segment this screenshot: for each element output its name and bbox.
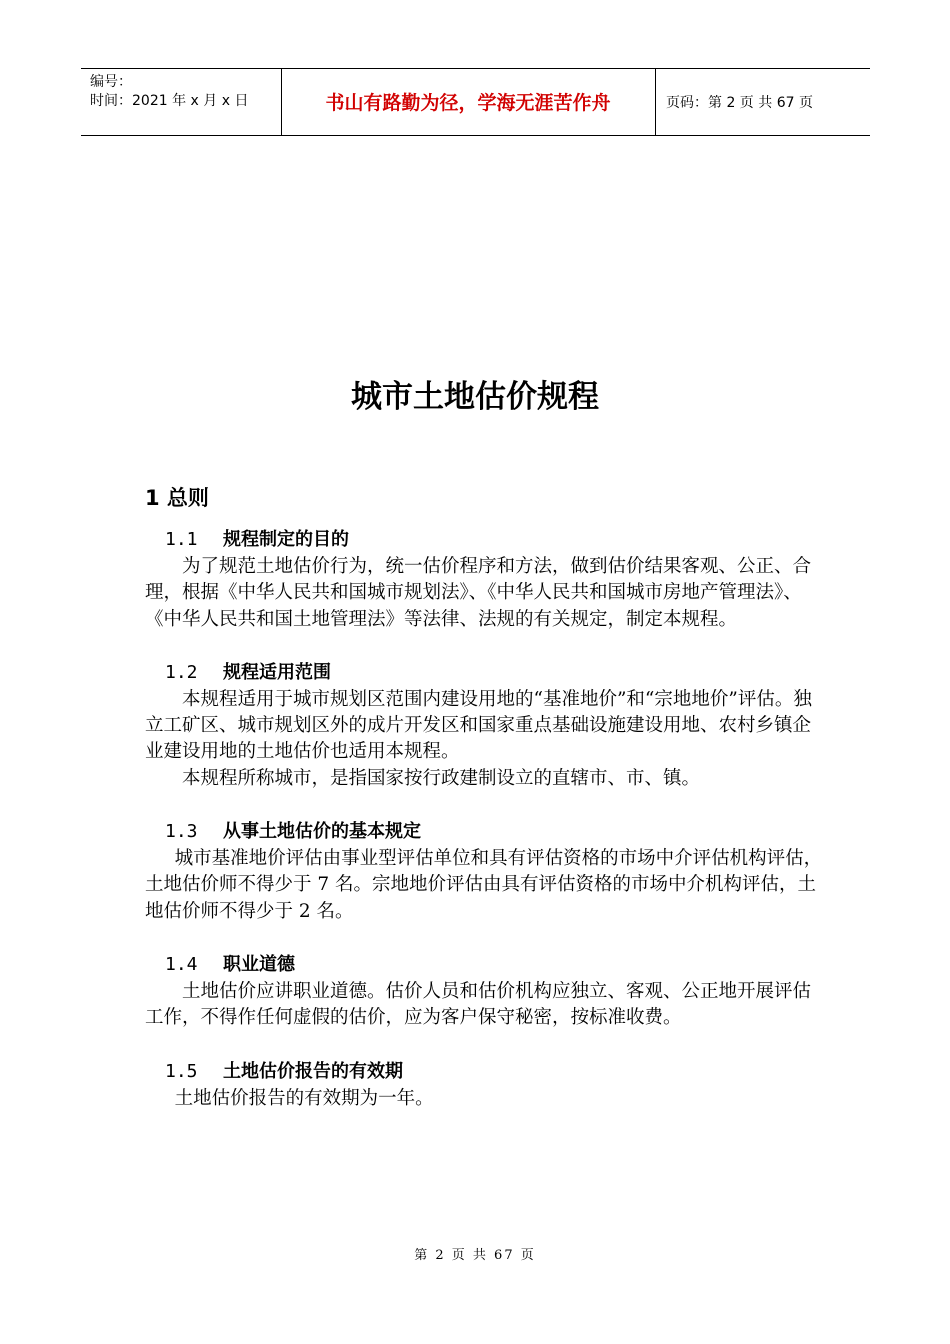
document-title: 城市土地估价规程 [351, 379, 599, 415]
paragraph: 本规程适用于城市规划区范围内建设用地的“基准地价”和“宗地地价”评估。独立工矿区、城市规划区外的成片开发区和国家重点基础设施建设用地、农村乡镇企业建设用地的土地估价也适用本规程。 [145, 688, 812, 763]
section-1-2 [145, 659, 825, 792]
section-title: 规程适用范围 [223, 661, 331, 683]
section-title: 职业道德 [223, 953, 295, 975]
section-heading [145, 951, 825, 979]
paragraph: 土地估价报告的有效期为一年。 [174, 1087, 434, 1109]
page-header [81, 68, 870, 136]
section-heading [145, 526, 825, 554]
chapter-heading: 1 总则 [145, 486, 209, 510]
header-motto: 书山有路勤为径，学海无涯苦作舟 [281, 69, 656, 135]
header-page-code: 页码：第 2 页 共 67 页 [666, 95, 813, 111]
header-left-cell [81, 69, 282, 135]
section-number: 1.1 [165, 529, 198, 550]
section-number: 1.3 [165, 821, 198, 843]
section-1-4 [145, 951, 825, 1032]
section-title: 规程制定的目的 [223, 529, 349, 550]
paragraph: 城市基准地价评估由事业型评估单位和具有评估资格的市场中介评估机构评估，土地估价师不得少于 7 名。宗地地价评估由具有评估资格的市场中介机构评估，土地估价师不得少于 2 名。 [145, 848, 823, 922]
document-body [145, 480, 825, 1138]
section-number: 1.4 [165, 953, 198, 975]
document-time-label: 时间：2021 年 x 月 x 日 [90, 93, 249, 109]
paragraph: 本规程所称城市，是指国家按行政建制设立的直辖市、市、镇。 [182, 767, 701, 789]
section-heading [145, 1058, 825, 1086]
section-title: 从事土地估价的基本规定 [223, 821, 421, 843]
section-number: 1.2 [165, 661, 198, 683]
page-footer: 第 2 页 共 67 页 [414, 1248, 536, 1263]
paragraph: 土地估价应讲职业道德。估价人员和估价机构应独立、客观、公正地开展评估工作，不得作任何虚假的估价，应为客户保守秘密，按标准收费。 [145, 980, 812, 1029]
section-heading [145, 818, 825, 846]
section-1-3 [145, 818, 825, 925]
document-number-label: 编号： [90, 74, 132, 90]
section-number: 1.5 [165, 1060, 198, 1082]
section-1-5 [145, 1058, 825, 1112]
section-1-1 [145, 526, 825, 633]
paragraph: 为了规范土地估价行为，统一估价程序和方法，做到估价结果客观、公正、合理，根据《中华人民共和国城市规划法》、《中华人民共和国城市房地产管理法》、《中华人民共和国土地管理法》等法律、法规的有关规定，制定本规程。 [145, 556, 812, 630]
section-heading [145, 659, 825, 687]
section-title: 土地估价报告的有效期 [223, 1060, 403, 1082]
